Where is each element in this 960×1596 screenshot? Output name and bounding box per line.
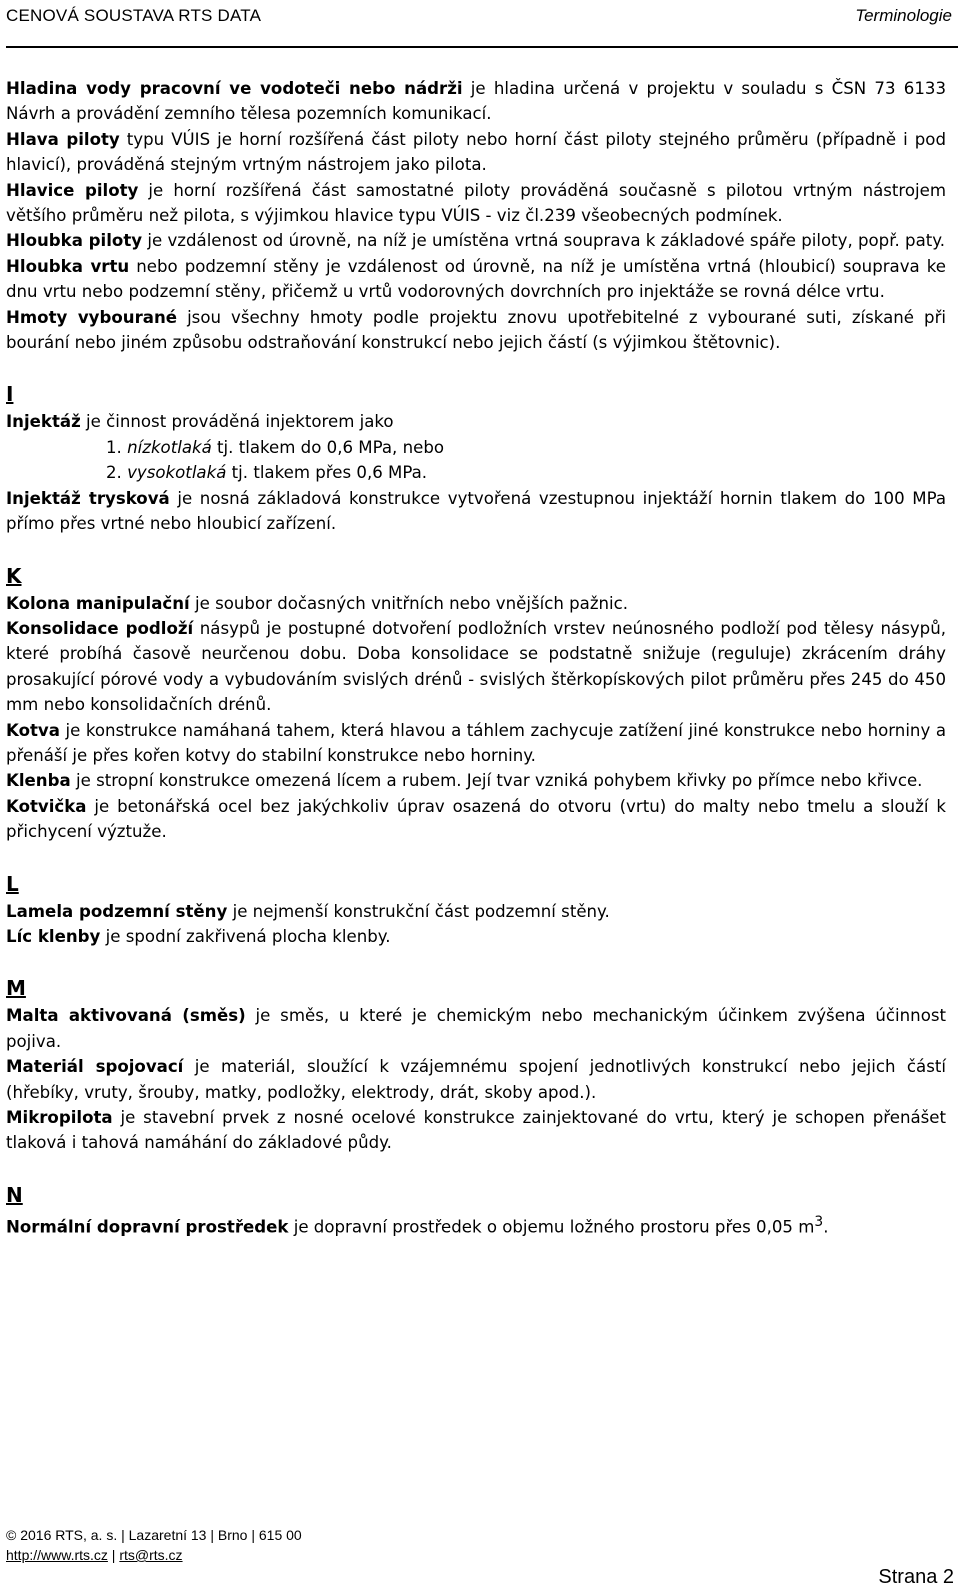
page-footer <box>6 1525 954 1565</box>
list-text: tj. tlakem přes 0,6 MPa. <box>226 463 428 483</box>
glossary-entry <box>6 76 946 127</box>
definition: typu VÚIS je horní rozšířená část piloty nebo horní část piloty stejného průměru (případně i pod hlavicí), prováděná stejným vrtným nástrojem jako pilota. <box>6 129 946 175</box>
definition: je materiál, sloužící k vzájemnému spojení jednotlivých konstrukcí nebo jejich částí (hřebíky, vruty, šrouby, matky, podložky, elektrody, drát, skoby apod.). <box>6 1057 946 1102</box>
glossary-entry <box>6 486 946 537</box>
definition: je nosná základová konstrukce vytvořená vzestupnou injektáží hornin tlakem do 100 MPa přímo přes vrtné nebo hloubicí zařízení. <box>6 488 947 534</box>
term: Konsolidace podloží <box>6 618 194 638</box>
glossary-entry <box>6 254 946 305</box>
term: Mikropilota <box>6 1108 113 1127</box>
list-number: 1. <box>106 437 128 457</box>
superscript: 3 <box>814 1213 824 1230</box>
glossary-entry <box>6 718 946 769</box>
definition: je směs, u které je chemickým nebo mechanickým účinkem zvýšena účinnost pojiva. <box>6 1006 946 1051</box>
list-text: tj. tlakem do 0,6 MPa, nebo <box>211 437 445 457</box>
definition: jsou všechny hmoty podle projektu znovu upotřebitelné z vybourané suti, získané při bourání nebo jiném způsobu odstraňování konstrukcí nebo jejich částí (s výjimkou štětovnic). <box>6 307 947 353</box>
glossary-entry <box>6 768 946 793</box>
section-letter-i: I <box>6 382 14 407</box>
definition: je dopravní prostředek o objemu ložného prostoru přes 0,05 m <box>288 1217 815 1237</box>
glossary-entry <box>6 305 946 356</box>
section-letter-l: L <box>6 871 19 896</box>
term: Kolona manipulační <box>6 593 190 613</box>
footer-separator: | <box>107 1547 120 1563</box>
glossary-entry <box>6 409 946 434</box>
glossary-entry <box>6 899 946 924</box>
term: Líc klenby <box>6 926 101 946</box>
glossary-entry <box>6 591 946 616</box>
term: Hlava piloty <box>6 129 120 149</box>
term: Hmoty vybourané <box>6 307 178 327</box>
header-section: Terminologie <box>855 6 952 25</box>
term: Kotvička <box>6 796 87 816</box>
term: Injektáž <box>6 412 81 432</box>
term: Malta aktivovaná (směs) <box>6 1006 246 1026</box>
term: Normální dopravní prostředek <box>6 1217 289 1237</box>
glossary-content <box>6 76 946 1240</box>
website-link[interactable]: http://www.rts.cz <box>6 1547 108 1563</box>
email-link[interactable]: rts@rts.cz <box>119 1547 183 1563</box>
glossary-entry <box>6 228 946 253</box>
term: Kotva <box>6 720 60 740</box>
term: Lamela podzemní stěny <box>6 901 228 921</box>
glossary-entry <box>6 1105 946 1156</box>
definition: je stavební prvek z nosné ocelové konstrukce zainjektované do vrtu, který je schopen přenášet tlaková i tahová namáhání do základové půdy. <box>6 1108 946 1153</box>
definition: je hladina určená v projektu v souladu s ČSN 73 6133 Návrh a provádění zemního tělesa pozemních komunikací. <box>6 79 947 124</box>
footer-address: © 2016 RTS, a. s. | Lazaretní 13 | Brno | 615 00 <box>6 1527 302 1543</box>
definition: je konstrukce namáhaná tahem, která hlavou a táhlem zachycuje zatížení jiné konstrukce nebo horniny a přenáší je přes kořen kotvy do stabilní konstrukce nebo horniny. <box>6 720 946 765</box>
definition: je nejmenší konstrukční část podzemní stěny. <box>227 901 610 921</box>
glossary-entry <box>6 616 946 718</box>
glossary-entry <box>6 1210 946 1240</box>
glossary-entry <box>6 794 946 845</box>
glossary-entry <box>6 178 946 229</box>
section-letter-k: K <box>6 563 22 588</box>
page-number: Strana 2 <box>878 1566 954 1588</box>
term: Injektáž trysková <box>6 488 170 508</box>
list-emphasis: vysokotlaká <box>127 463 227 483</box>
list-item <box>6 460 946 485</box>
definition: násypů je postupné dotvoření podložních vrstev neúnosného podloží pod tělesy násypů, které probíhá časově neurčenou dobu. Doba konsolidace se podstatně snižuje (reguluje) zkrácením dráhy prosakující pórové vody a vybudováním svislých drénů - svislých štěrkopískových pilot průměru přes 245 do 450 mm nebo konsolidačních drénů. <box>6 618 946 715</box>
header-rule <box>6 46 958 48</box>
term: Klenba <box>6 771 71 791</box>
definition: nebo podzemní stěny je vzdálenost od úrovně, na níž je umístěna vrtná (hloubicí) souprava ke dnu vrtu nebo podzemní stěny, přičemž u vrtů vodorovných dovrchních pro injektáže se rovná délce vrtu. <box>6 256 946 302</box>
glossary-entry <box>6 1054 946 1105</box>
definition: je horní rozšířená část samostatné piloty prováděná současně s pilotou vrtným nástrojem většího průměru než pilota, s výjimkou hlavice typu VÚIS - viz čl.239 všeobecných podmínek. <box>6 180 946 226</box>
term: Hloubka vrtu <box>6 256 130 276</box>
glossary-entry <box>6 127 946 178</box>
definition: je soubor dočasných vnitřních nebo vnějších pažnic. <box>189 593 629 613</box>
header-title: CENOVÁ SOUSTAVA RTS DATA <box>6 6 262 25</box>
page-header <box>6 6 958 46</box>
section-letter-n: N <box>6 1182 23 1207</box>
definition: je betonářská ocel bez jakýchkoliv úprav osazená do otvoru (vrtu) do malty nebo tmelu a slouží k přichycení výztuže. <box>6 796 946 842</box>
glossary-entry <box>6 924 946 949</box>
term: Hloubka piloty <box>6 231 143 251</box>
definition: je spodní zakřivená plocha klenby. <box>100 926 391 946</box>
term: Hlavice piloty <box>6 180 139 200</box>
section-letter-m: M <box>6 976 26 1001</box>
list-emphasis: nízkotlaká <box>127 437 212 457</box>
list-number: 2. <box>106 463 128 483</box>
definition: je stropní konstrukce omezená lícem a rubem. Její tvar vzniká pohybem křivky po přímce nebo křivce. <box>70 771 923 791</box>
footer-links <box>6 1545 954 1565</box>
glossary-entry <box>6 1003 946 1054</box>
list-item <box>6 435 946 460</box>
term: Hladina vody pracovní ve vodoteči nebo nádrži <box>6 79 463 98</box>
definition: je činnost prováděná injektorem jako <box>80 412 394 432</box>
term: Materiál spojovací <box>6 1057 184 1077</box>
definition-end: . <box>823 1217 829 1237</box>
definition: je vzdálenost od úrovně, na níž je umístěna vrtná souprava k základové spáře piloty, popř. paty. <box>142 231 945 251</box>
